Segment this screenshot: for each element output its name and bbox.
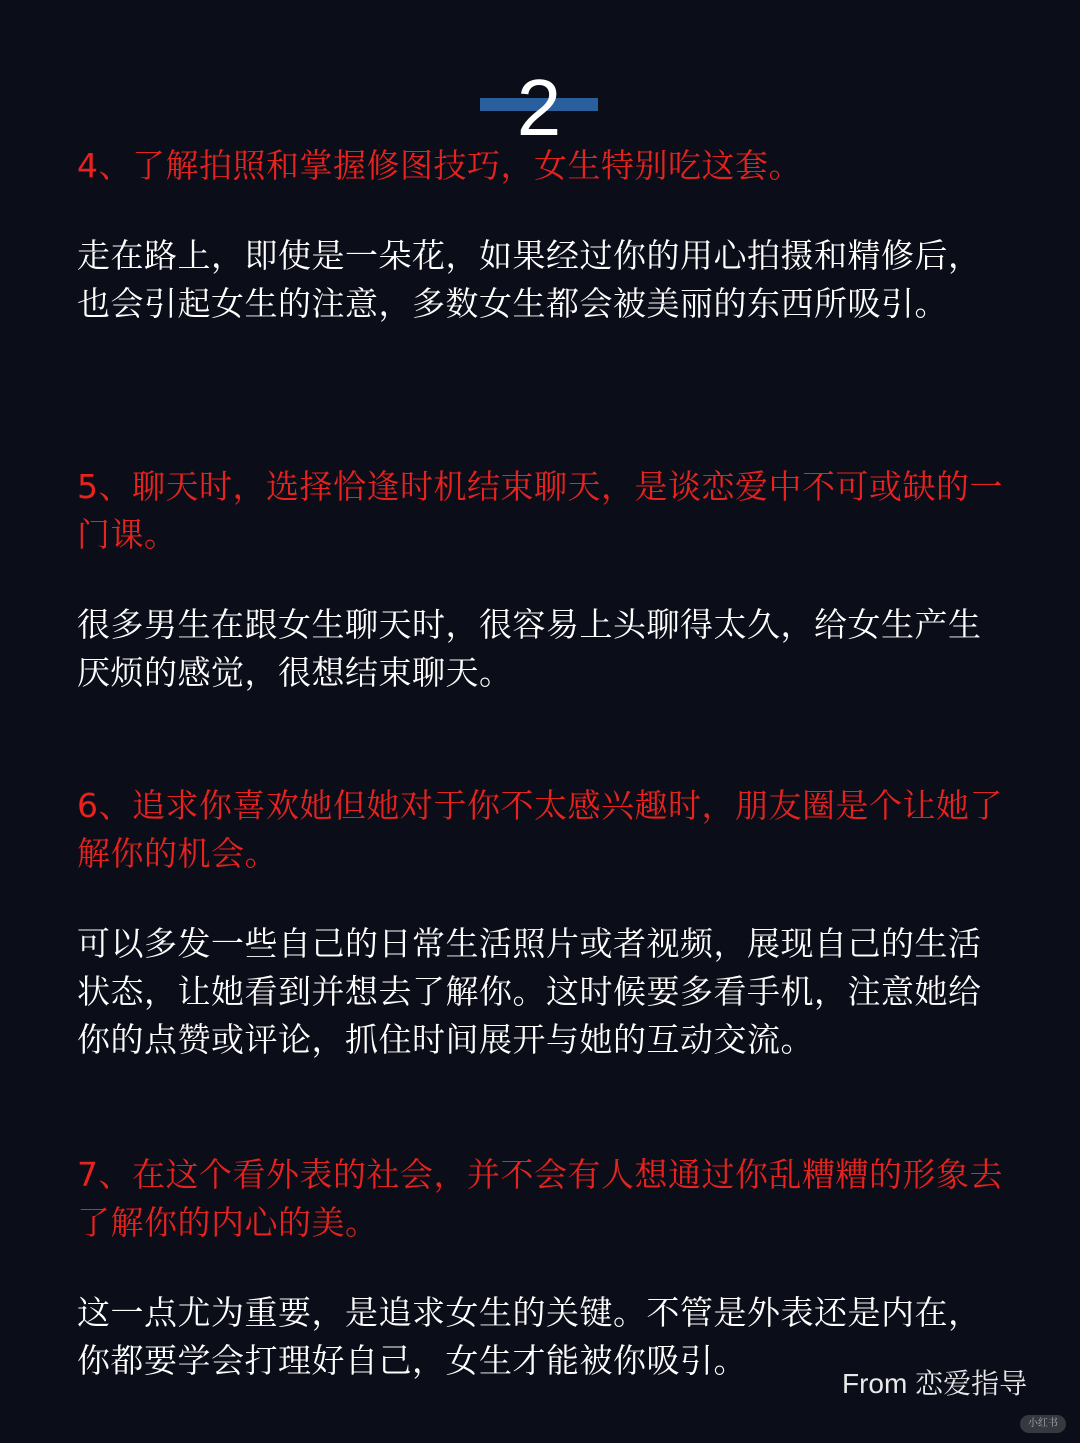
source-credit: From 恋爱指导 (842, 1368, 1028, 1399)
tip-section-7 (77, 1151, 1007, 1385)
tip-section-6 (77, 782, 1007, 1064)
watermark-badge: 小红书 (1020, 1415, 1066, 1433)
tip-heading: 4、了解拍照和掌握修图技巧，女生特别吃这套。 (77, 146, 802, 185)
tip-heading: 7、在这个看外表的社会，并不会有人想通过你乱糟糟的形象去了解你的内心的美。 (77, 1155, 1003, 1242)
tip-section-4 (77, 142, 1007, 328)
tip-heading: 5、聊天时，选择恰逢时机结束聊天，是谈恋爱中不可或缺的一门课。 (77, 467, 1003, 554)
tip-body: 这一点尤为重要，是追求女生的关键。不管是外表还是内在，你都要学会打理好自己，女生才能被你吸引。 (77, 1293, 982, 1380)
tip-section-5 (77, 463, 1007, 697)
tip-heading: 6、追求你喜欢她但她对于你不太感兴趣时，朋友圈是个让她了解你的机会。 (77, 786, 1003, 873)
tip-body: 很多男生在跟女生聊天时，很容易上头聊得太久，给女生产生厌烦的感觉，很想结束聊天。 (77, 605, 982, 692)
tip-body: 可以多发一些自己的日常生活照片或者视频，展现自己的生活状态，让她看到并想去了解你。这时候要多看手机，注意她给你的点赞或评论，抓住时间展开与她的互动交流。 (77, 924, 982, 1059)
tip-body: 走在路上，即使是一朵花，如果经过你的用心拍摄和精修后，也会引起女生的注意，多数女生都会被美丽的东西所吸引。 (77, 236, 982, 323)
page-number-badge (480, 63, 598, 152)
page-number: 2 (516, 63, 562, 152)
